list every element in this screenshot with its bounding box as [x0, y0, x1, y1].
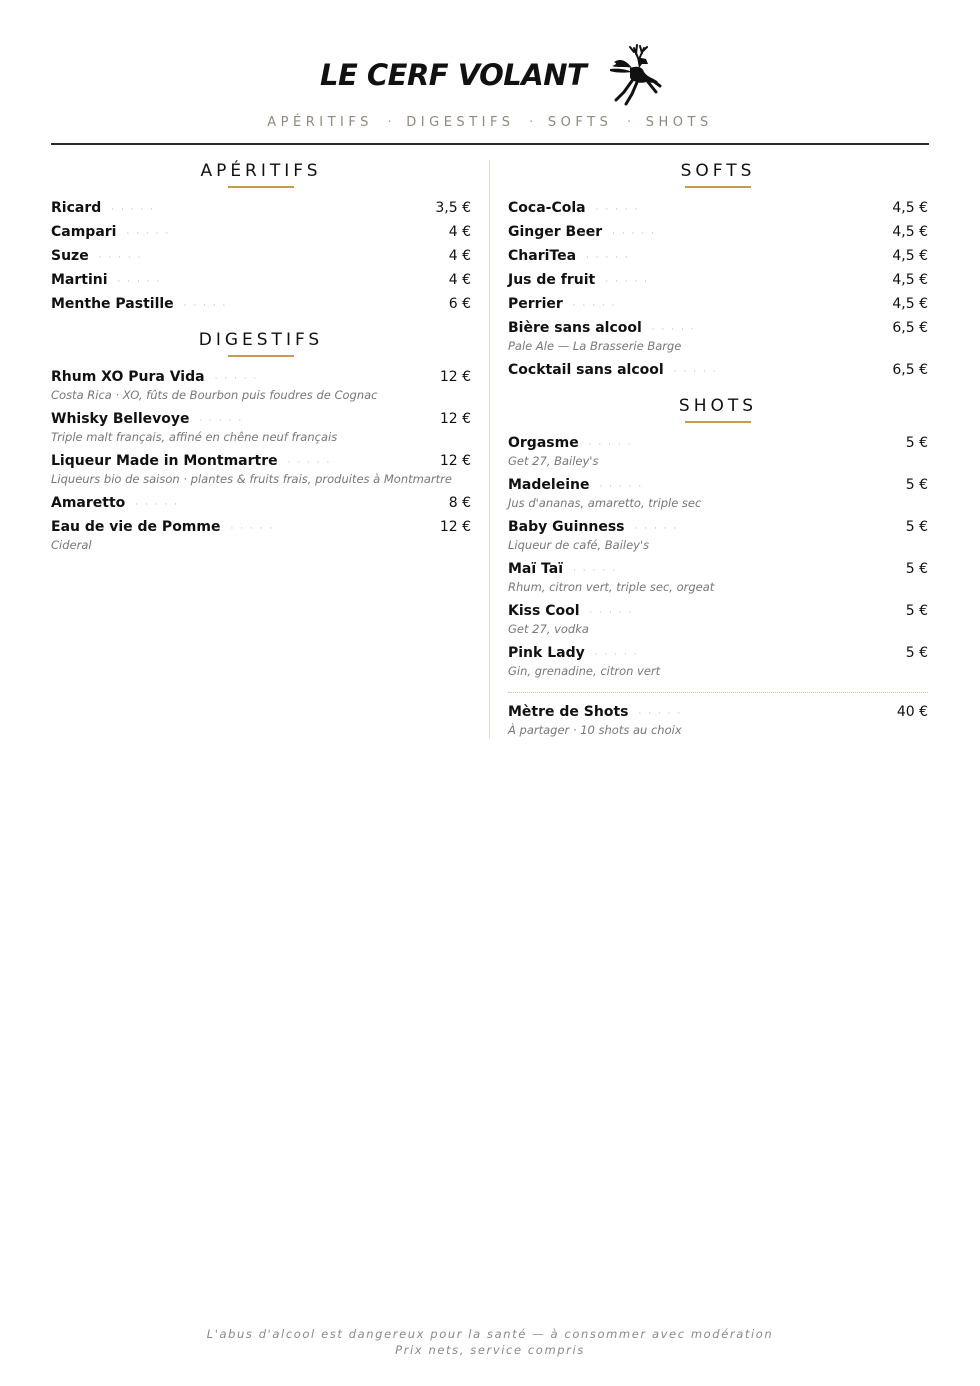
item-price: 40 € — [896, 704, 928, 720]
section-underline — [685, 186, 751, 188]
leader-dots: · · · · · — [111, 205, 156, 215]
item-name: Kiss Cool — [508, 603, 580, 619]
item-price: 6 € — [448, 296, 471, 312]
item-name: Eau de vie de Pomme — [51, 519, 221, 535]
item-name: Cocktail sans alcool — [508, 362, 664, 378]
item-price: 5 € — [905, 477, 928, 493]
item-description: Costa Rica · XO, fûts de Bourbon puis foudres de Cognac — [51, 388, 378, 402]
item-name: Baby Guinness — [508, 519, 625, 535]
menu-header — [0, 38, 980, 108]
header-divider — [51, 143, 929, 145]
menu-item — [508, 434, 928, 470]
item-price: 12 € — [439, 519, 471, 535]
item-name: Menthe Pastille — [51, 296, 174, 312]
section-title: APÉRITIFS — [200, 161, 322, 181]
section-underline — [228, 186, 294, 188]
item-price: 4 € — [448, 272, 471, 288]
menu-item — [508, 644, 928, 680]
menu-item — [51, 410, 471, 446]
menu-item — [508, 518, 928, 554]
item-description: Jus d'ananas, amaretto, triple sec — [508, 496, 702, 510]
leader-dots: · · · · · — [117, 277, 162, 287]
item-name: Maï Taï — [508, 561, 564, 577]
leader-dots: · · · · · — [651, 325, 696, 335]
item-name: Orgasme — [508, 435, 579, 451]
item-price: 5 € — [905, 561, 928, 577]
item-description: Triple malt français, affiné en chêne neuf français — [51, 430, 338, 444]
leader-dots: · · · · · — [673, 367, 718, 377]
nav-item-digestifs[interactable]: DIGESTIFS — [406, 115, 515, 130]
nav-item-shots[interactable]: SHOTS — [645, 115, 713, 130]
leader-dots: · · · · · — [586, 253, 630, 263]
column-divider — [489, 160, 490, 738]
leader-dots: · · · · · — [605, 277, 649, 287]
section-title: SOFTS — [680, 161, 756, 181]
nav-separator: · — [529, 115, 534, 130]
item-price: 5 € — [905, 645, 928, 661]
item-price: 4,5 € — [892, 224, 928, 240]
leader-dots: · · · · · — [638, 709, 683, 719]
item-description: Get 27, vodka — [508, 622, 589, 636]
leader-dots: · · · · · — [230, 524, 275, 534]
item-name: Whisky Bellevoye — [51, 411, 190, 427]
section-aperitifs — [51, 160, 471, 313]
leader-dots: · · · · · — [572, 301, 617, 311]
dotted-separator — [508, 692, 928, 693]
item-name: Pink Lady — [508, 645, 585, 661]
item-price: 3,5 € — [435, 200, 471, 216]
menu-item — [508, 476, 928, 512]
nav-item-aperitifs[interactable]: APÉRITIFS — [267, 115, 373, 130]
section-shots — [508, 395, 928, 739]
menu-item — [51, 247, 471, 265]
item-description: Rhum, citron vert, triple sec, orgeat — [508, 580, 715, 594]
menu-item — [51, 518, 471, 554]
leader-dots: · · · · · — [588, 440, 633, 450]
leader-dots: · · · · · — [287, 458, 332, 468]
item-name: ChariTea — [508, 248, 577, 264]
item-name: Madeleine — [508, 477, 590, 493]
leader-dots: · · · · · — [573, 566, 617, 576]
footer-notice — [0, 1326, 980, 1358]
section-digestifs — [51, 329, 471, 554]
leader-dots: · · · · · — [612, 229, 656, 239]
leader-dots: · · · · · — [634, 524, 679, 534]
menu-item — [508, 271, 928, 289]
right-column — [508, 160, 928, 745]
item-price: 12 € — [439, 453, 471, 469]
footer-prices-note: Prix nets, service compris — [395, 1343, 585, 1357]
item-price: 4,5 € — [892, 272, 928, 288]
item-price: 4,5 € — [892, 248, 928, 264]
leader-dots: · · · · · — [126, 229, 171, 239]
menu-item — [51, 494, 471, 512]
item-price: 8 € — [448, 495, 471, 511]
nav-separator: · — [626, 115, 632, 130]
menu-item — [51, 223, 471, 241]
item-price: 6,5 € — [892, 320, 928, 336]
section-title: DIGESTIFS — [198, 330, 324, 350]
item-description: Liqueur de café, Bailey's — [508, 538, 650, 552]
nav-item-softs[interactable]: SOFTS — [547, 115, 613, 130]
section-nav — [0, 115, 980, 130]
section-underline — [685, 421, 751, 423]
item-name: Rhum XO Pura Vida — [51, 369, 205, 385]
item-price: 4 € — [448, 248, 471, 264]
item-description: À partager · 10 shots au choix — [508, 723, 682, 737]
item-description: Liqueurs bio de saison · plantes & fruits frais, produites à Montmartre — [51, 472, 452, 486]
menu-item — [51, 199, 471, 217]
item-price: 4,5 € — [892, 296, 928, 312]
item-price: 6,5 € — [892, 362, 928, 378]
item-name: Campari — [51, 224, 117, 240]
item-price: 12 € — [439, 369, 471, 385]
section-softs — [508, 160, 928, 379]
menu-item — [508, 560, 928, 596]
menu-item — [508, 199, 928, 217]
leader-dots: · · · · · — [589, 608, 634, 618]
menu-item — [508, 319, 928, 355]
leader-dots: · · · · · — [214, 374, 259, 384]
item-description: Get 27, Bailey's — [508, 454, 599, 468]
item-name: Ginger Beer — [508, 224, 603, 240]
item-price: 5 € — [905, 603, 928, 619]
menu-item — [508, 247, 928, 265]
leader-dots: · · · · · — [135, 500, 180, 510]
item-name: Jus de fruit — [508, 272, 596, 288]
menu-item — [51, 452, 471, 488]
menu-item — [508, 295, 928, 313]
item-description: Pale Ale — La Brasserie Barge — [508, 339, 682, 353]
item-name: Amaretto — [51, 495, 126, 511]
leader-dots: · · · · · — [183, 301, 228, 311]
item-name: Ricard — [51, 200, 102, 216]
leader-dots: · · · · · — [599, 482, 644, 492]
menu-item — [508, 223, 928, 241]
leader-dots: · · · · · — [98, 253, 143, 263]
item-price: 5 € — [905, 435, 928, 451]
item-description: Gin, grenadine, citron vert — [508, 664, 661, 678]
item-name: Mètre de Shots — [508, 704, 629, 720]
item-price: 12 € — [439, 411, 471, 427]
item-name: Bière sans alcool — [508, 320, 642, 336]
menu-item-special — [508, 703, 928, 739]
footer-warning: L'abus d'alcool est dangereux pour la santé — à consommer avec modération — [206, 1327, 774, 1341]
item-description: Cideral — [51, 538, 92, 552]
item-name: Suze — [51, 248, 89, 264]
left-column — [51, 160, 471, 560]
item-price: 4 € — [448, 224, 471, 240]
item-price: 4,5 € — [892, 200, 928, 216]
leader-dots: · · · · · — [594, 650, 639, 660]
brand-name: LE CERF VOLANT — [320, 58, 587, 92]
item-name: Perrier — [508, 296, 563, 312]
flying-stag-icon — [604, 42, 662, 108]
menu-item — [51, 271, 471, 289]
item-name: Martini — [51, 272, 108, 288]
section-title: SHOTS — [678, 396, 758, 416]
item-name: Coca-Cola — [508, 200, 586, 216]
nav-separator: · — [387, 115, 392, 130]
menu-item — [51, 295, 471, 313]
item-price: 5 € — [905, 519, 928, 535]
menu-item — [51, 368, 471, 404]
leader-dots: · · · · · — [595, 205, 640, 215]
section-underline — [228, 355, 294, 357]
item-name: Liqueur Made in Montmartre — [51, 453, 278, 469]
leader-dots: · · · · · — [199, 416, 244, 426]
menu-item — [508, 361, 928, 379]
menu-item — [508, 602, 928, 638]
